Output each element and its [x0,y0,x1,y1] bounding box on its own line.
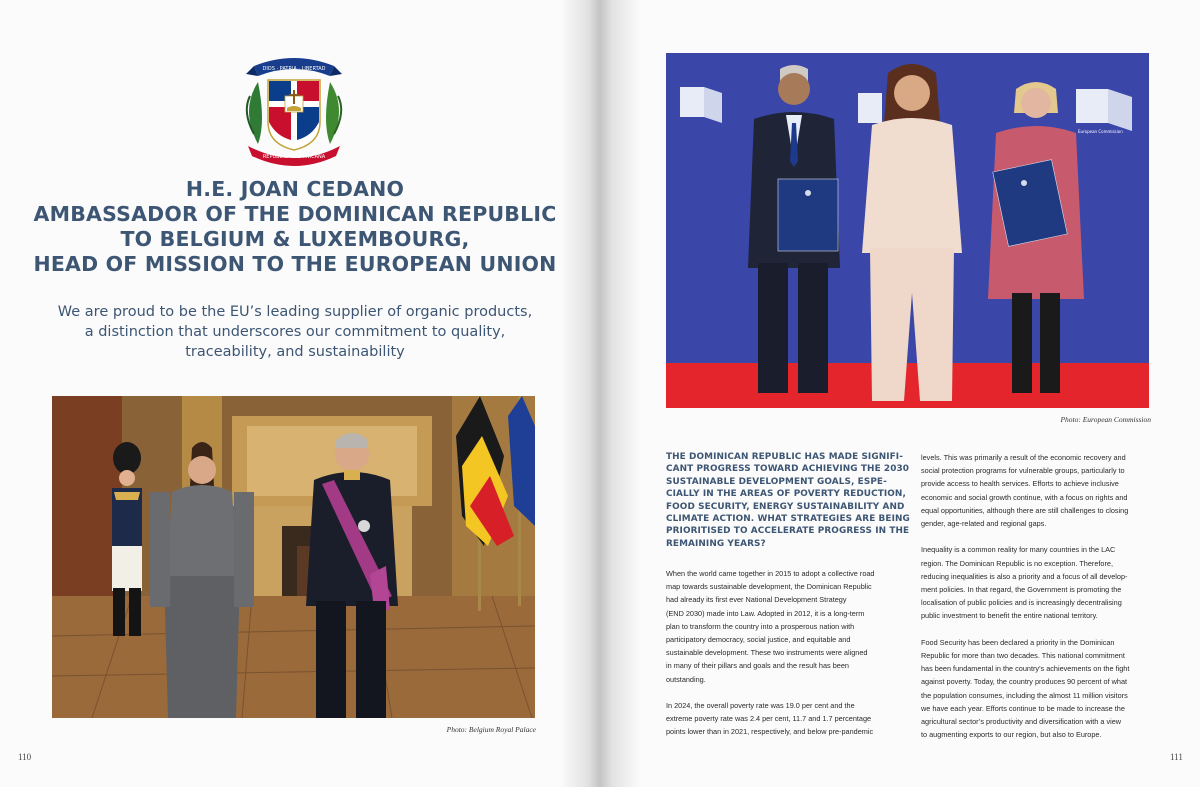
body-line: ment policies. In that regard, the Government is promoting the [921,585,1122,595]
paragraph-gap [921,530,1153,543]
body-line: has been fundamental in the country’s achievements on the fight [921,664,1130,674]
question-line: CLIMATE ACTION. WHAT STRATEGIES ARE BEING [666,514,910,525]
question-line: THE DOMINICAN REPUBLIC HAS MADE SIGNIFI- [666,452,903,462]
photo-caption: Photo: European Commission [1060,415,1151,424]
subtitle-line: We are proud to be the EU’s leading supplier of organic products, [57,304,533,320]
body-line: gender, age-related and regional gaps. [921,519,1047,529]
body-line: had already its first ever National Development Strategy [666,595,847,605]
body-line: Republic for more than two decades. This national commitment [921,651,1125,661]
european-commission-photo [666,53,1149,408]
body-line: region. The Dominican Republic is no exception. Therefore, [921,558,1113,568]
body-line: plan to transform the country into a prosperous nation with [666,621,855,631]
body-line: reducing inequalities is also a priority and a focus of all develop- [921,571,1128,581]
body-line: Food Security has been declared a priority in the Dominican [921,637,1115,647]
question-line: FOOD SECURITY, ENERGY SUSTAINABILITY AND [666,501,905,512]
body-line: equal opportunities, although there are still challenges to closing [921,505,1129,515]
title-line: HEAD OF MISSION TO THE EUROPEAN UNION [33,252,557,276]
ec-label: European Commission [1078,129,1123,134]
body-column-right [921,451,1153,741]
paragraph-gap [666,686,898,699]
title-line: TO BELGIUM & LUXEMBOURG, [120,227,470,251]
question-line: REMAINING YEARS? [666,538,766,549]
body-line: social protection programs for vulnerable groups, particularly to [921,466,1125,476]
coat-of-arms-emblem [236,52,352,168]
body-line: economic and social growth continue, with a focus on rights and [921,492,1128,502]
body-line: points lower than in 2021, respectively, and below pre-pandemic [666,727,874,737]
body-line: to augmenting exports to our region, but also to Europe. [921,730,1102,740]
photo-caption: Photo: Belgium Royal Palace [446,725,536,734]
body-line: participatory democracy, social justice, and equitable and [666,635,851,645]
subtitle-line: a distinction that underscores our commitment to quality, [84,324,506,340]
body-line: agricultural sector’s productivity and diversification with a view [921,717,1122,727]
question-line: CIALLY IN THE AREAS OF POVERTY REDUCTION, [666,489,906,500]
page-number: 111 [1170,752,1183,762]
body-line: extreme poverty rate was 2.4 per cent, 11.7 and 1.7 percentage [666,714,872,724]
right-page [600,0,1200,787]
emblem-banner: REPÚBLICA DOMINICANA [262,154,326,160]
emblem-motto: DIOS · PATRIA · LIBERTAD [262,66,326,72]
body-line: public investment to benefit the entire national territory. [921,611,1098,621]
body-line: outstanding. [666,674,706,684]
title-line: AMBASSADOR OF THE DOMINICAN REPUBLIC [33,202,557,226]
question-line: PRIORITISED TO ACCELERATE PROGRESS IN THE [666,526,910,537]
body-line: against poverty. Today, the country produces 90 percent of what [921,677,1128,687]
body-line: When the world came together in 2015 to adopt a collective road [666,569,875,578]
interview-question [666,451,910,550]
body-line: sustainable development. These two instruments were aligned [666,648,868,658]
royal-palace-photo [52,396,535,718]
page-title [20,177,570,277]
title-line: H.E. JOAN CEDANO [185,177,405,201]
ec-logo-center [858,93,882,123]
body-line: provide access to health services. Efforts to achieve inclusive [921,479,1119,489]
question-line: CANT PROGRESS TOWARD ACHIEVING THE 2030 [666,464,910,475]
body-line: In 2024, the overall poverty rate was 19.0 per cent and the [666,701,855,711]
page-number: 110 [18,752,32,762]
body-line: levels. This was primarily a result of the economic recovery and [921,453,1126,462]
body-line: map towards sustainable development, the Dominican Republic [666,582,872,592]
body-line: in many of their pillars and goals and the result has been [666,661,849,671]
body-column-left [666,567,898,739]
body-line: localisation of public policies and is increasingly decentralising [921,598,1122,608]
paragraph-gap [921,623,1153,636]
question-line: SUSTAINABLE DEVELOPMENT GOALS, ESPE- [666,476,887,487]
body-line: (END 2030) made into Law. Adopted in 2012, it is a long-term [666,608,865,618]
body-line: we have each year. Efforts continue to be made to increase the [921,703,1125,713]
body-line: Inequality is a common reality for many countries in the LAC [921,545,1116,555]
subtitle-line: traceability, and sustainability [185,344,405,360]
body-line: the population consumes, including the almost 11 million visitors [921,690,1128,700]
subtitle-quote [40,302,550,362]
